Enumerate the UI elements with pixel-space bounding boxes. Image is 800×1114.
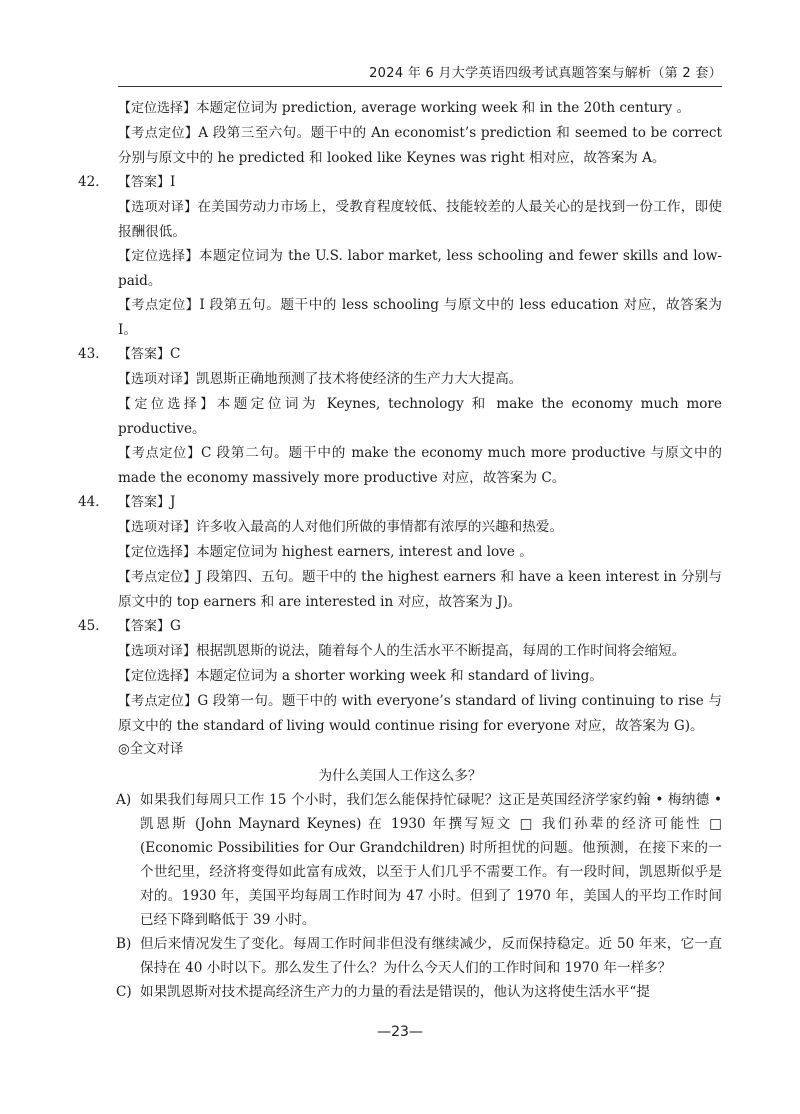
paragraph-text: 如果凯恩斯对技术提高经济生产力的力量的看法是错误的，他认为这将使生活水平“提 — [140, 984, 650, 1000]
test-point-location: 【考点定位】C 段第二句。题干中的 make the economy much more productive 与原文中的 made the economy massively more productive 对应，故答案为 C。 — [118, 445, 722, 486]
test-point-location: 【考点定位】A 段第三至六句。题干中的 An economist’s prediction 和 seemed to be correct 分别与原文中的 he predicted 和 looked like Keynes was right 相对应，故答案为 A。 — [118, 125, 722, 166]
page-content — [78, 96, 722, 1004]
locator-selection: 【定位选择】本题定位词为 highest earners, interest and love 。 — [118, 544, 533, 560]
question-item-45 — [78, 614, 722, 738]
paragraph-c — [78, 980, 722, 1004]
item-41-continuation — [78, 96, 722, 170]
question-item-44 — [78, 490, 722, 614]
answer-line: 【答案】G — [118, 618, 181, 634]
locator-selection: 【定位选择】本题定位词为 a shorter working week 和 standard of living。 — [118, 668, 603, 684]
paragraph-label: A) — [116, 792, 132, 808]
locator-selection: 【定位选择】本题定位词为 Keynes, technology 和 make the economy much more productive。 — [118, 396, 722, 437]
test-point-location: 【考点定位】G 段第一句。题干中的 with everyone’s standard of living continuing to rise 与原文中的 the standard of living would continue rising for everyone 对应，故答案为 G)。 — [118, 693, 722, 734]
question-number: 45． — [78, 618, 109, 634]
question-number: 44． — [78, 494, 109, 510]
answer-line: 【答案】I — [118, 174, 176, 190]
test-point-location: 【考点定位】J 段第四、五句。题干中的 the highest earners 和 have a keen interest in 分别与原文中的 top earners 和 are interested in 对应，故答案为 J)。 — [118, 569, 722, 610]
option-translation: 【选项对译】根据凯恩斯的说法，随着每个人的生活水平不断提高，每周的工作时间将会缩短。 — [118, 643, 686, 659]
article-title: 为什么美国人工作这么多？ — [318, 768, 482, 784]
full-translation-heading: ◎全文对译 — [118, 742, 184, 757]
answer-line: 【答案】J — [118, 494, 176, 510]
test-point-location: 【考点定位】I 段第五句。题干中的 less schooling 与原文中的 less education 对应，故答案为 I。 — [118, 297, 722, 338]
page-number: —23— — [377, 1024, 423, 1040]
question-number: 43． — [78, 346, 109, 362]
paragraph-label: B) — [116, 936, 132, 952]
option-translation: 【选项对译】许多收入最高的人对他们所做的事情都有浓厚的兴趣和热爱。 — [118, 519, 564, 535]
paragraph-label: C) — [116, 984, 132, 1000]
paragraph-text: 但后来情况发生了变化。每周工作时间非但没有继续减少，反而保持稳定。近 50 年来，它一直保持在 40 小时以下。那么发生了什么？为什么今天人们的工作时间和 1970 年一样多？ — [140, 936, 722, 976]
question-item-43 — [78, 342, 722, 490]
question-item-42 — [78, 170, 722, 342]
question-number: 42． — [78, 174, 109, 190]
locator-selection: 【定位选择】本题定位词为 prediction, average working week 和 in the 20th century 。 — [118, 100, 691, 116]
paragraph-b — [78, 932, 722, 980]
option-translation: 【选项对译】凯恩斯正确地预测了技术将使经济的生产力大大提高。 — [118, 371, 523, 387]
paragraph-text: 如果我们每周只工作 15 个小时，我们怎么能保持忙碌呢？这正是英国经济学家约翰 • 梅纳德 • 凯恩斯 (John Maynard Keynes) 在 1930 年撰写短文 □ 我们孙辈的经济可能性 □ (Economic Possibilities for Our Grandchildren) 时所担忧的问题。他预测，在接下来的一个世纪里，经济将变得如此富有成效，以至于人们几乎不需要工作。有一段时间，凯恩斯似乎是对的。1930 年，美国平均每周工作时间为 47 小时。但到了 1970 年，美国人的平均工作时间已经下降到略低于 39 小时。 — [140, 792, 722, 928]
locator-selection: 【定位选择】本题定位词为 the U.S. labor market, less schooling and fewer skills and low-paid。 — [118, 248, 722, 289]
running-header: 2024 年 6 月大学英语四级考试真题答案与解析（第 2 套） — [118, 62, 722, 87]
option-translation: 【选项对译】在美国劳动力市场上，受教育程度较低、技能较差的人最关心的是找到一份工作，即使报酬很低。 — [118, 199, 722, 240]
paragraph-a — [78, 788, 722, 932]
answer-line: 【答案】C — [118, 346, 181, 362]
